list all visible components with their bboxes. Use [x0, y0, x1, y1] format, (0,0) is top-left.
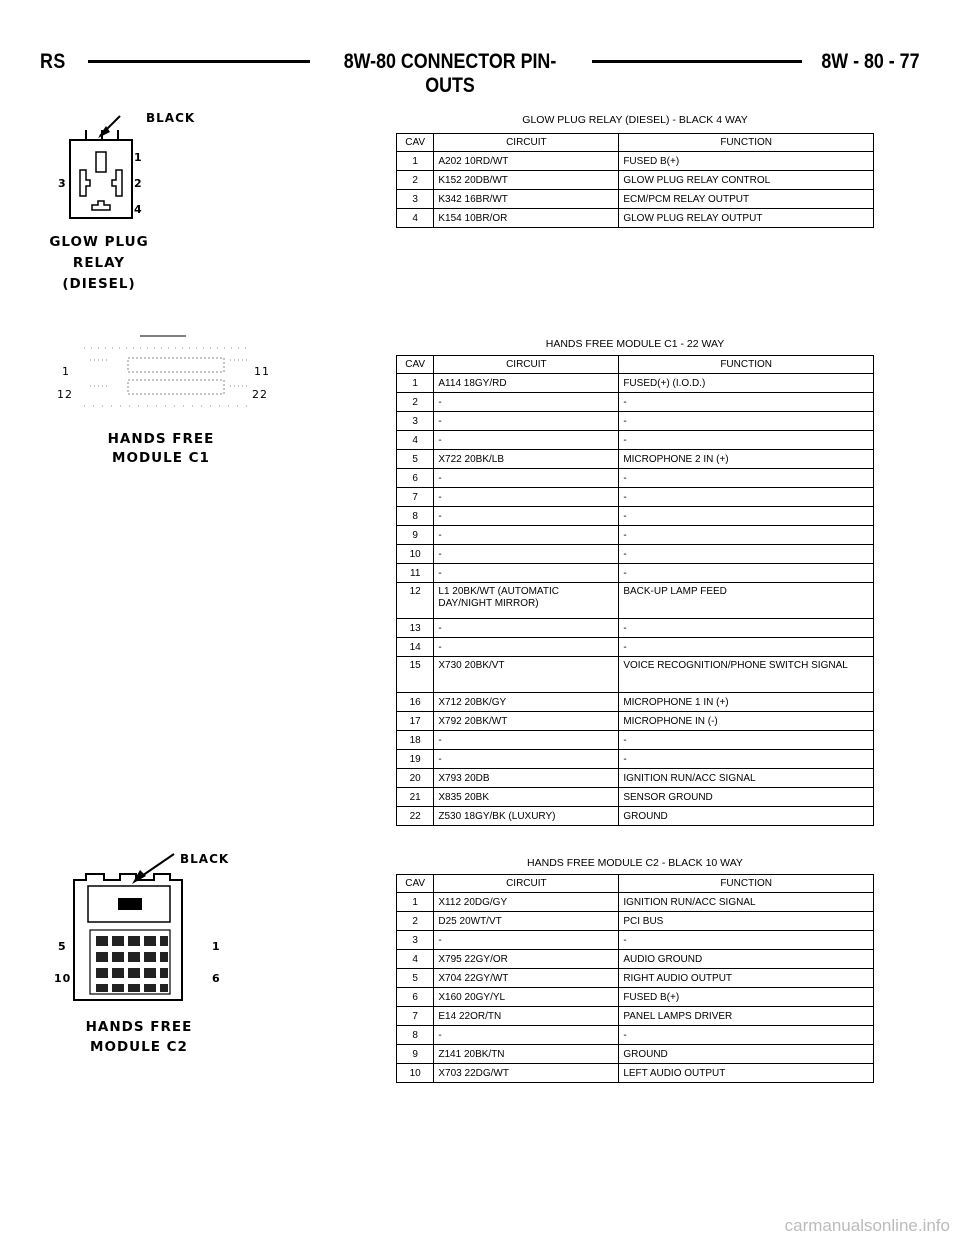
circuit-cell: - — [434, 1026, 619, 1045]
table-row — [397, 750, 874, 769]
circuit-cell: X112 20DG/GY — [434, 893, 619, 912]
column-header-circuit: CIRCUIT — [434, 356, 619, 374]
function-cell: IGNITION RUN/ACC SIGNAL — [619, 769, 874, 788]
function-cell: - — [619, 507, 874, 526]
circuit-cell: L1 20BK/WT (AUTOMATIC DAY/NIGHT MIRROR) — [434, 583, 619, 619]
cav-cell: 20 — [397, 769, 434, 788]
hfm-c1-pin-1: 1 — [62, 365, 70, 378]
cav-cell: 1 — [397, 893, 434, 912]
table-header-row — [397, 134, 874, 152]
hfm-c1-table-title: HANDS FREE MODULE C1 - 22 WAY — [545, 338, 725, 350]
function-cell: - — [619, 1026, 874, 1045]
hfm-c2-connector-name: HANDS FREE MODULE C2 — [85, 1019, 193, 1055]
function-cell: - — [619, 545, 874, 564]
circuit-cell: X795 22GY/OR — [434, 950, 619, 969]
function-cell: FUSED(+) (I.O.D.) — [619, 374, 874, 393]
function-cell: PCI BUS — [619, 912, 874, 931]
circuit-cell: - — [434, 931, 619, 950]
cav-cell: 6 — [397, 469, 434, 488]
table-row — [397, 912, 874, 931]
glow-plug-connector-name: GLOW PLUG RELAY (DIESEL) — [49, 234, 149, 292]
function-cell: - — [619, 750, 874, 769]
function-cell: MICROPHONE 2 IN (+) — [619, 450, 874, 469]
hands-free-module-c1-connector-diagram — [70, 330, 260, 420]
cav-cell: 22 — [397, 807, 434, 826]
circuit-cell: - — [434, 545, 619, 564]
table-row — [397, 507, 874, 526]
function-cell: - — [619, 469, 874, 488]
function-cell: SENSOR GROUND — [619, 788, 874, 807]
cav-cell: 4 — [397, 431, 434, 450]
glow-plug-pin-3: 3 — [58, 177, 67, 190]
table-row — [397, 950, 874, 969]
cav-cell: 16 — [397, 693, 434, 712]
function-cell: FUSED B(+) — [619, 152, 874, 171]
table-row — [397, 374, 874, 393]
table-row — [397, 619, 874, 638]
header-rule-right — [592, 60, 802, 63]
function-cell: MICROPHONE 1 IN (+) — [619, 693, 874, 712]
cav-cell: 8 — [397, 507, 434, 526]
table-row — [397, 564, 874, 583]
function-cell: MICROPHONE IN (-) — [619, 712, 874, 731]
circuit-cell: K152 20DB/WT — [434, 171, 619, 190]
glow-plug-pin-4: 4 — [134, 203, 143, 216]
function-cell: - — [619, 564, 874, 583]
circuit-cell: X722 20BK/LB — [434, 450, 619, 469]
cav-cell: 2 — [397, 912, 434, 931]
cav-cell: 18 — [397, 731, 434, 750]
table-row — [397, 393, 874, 412]
column-header-cav: CAV — [397, 134, 434, 152]
circuit-cell: - — [434, 488, 619, 507]
circuit-cell: - — [434, 750, 619, 769]
table-row — [397, 190, 874, 209]
circuit-cell: - — [434, 564, 619, 583]
cav-cell: 10 — [397, 545, 434, 564]
circuit-cell: - — [434, 431, 619, 450]
cav-cell: 3 — [397, 190, 434, 209]
hfm-c2-table-title: HANDS FREE MODULE C2 - BLACK 10 WAY — [527, 857, 743, 869]
table-row — [397, 931, 874, 950]
page-header — [40, 44, 920, 97]
hfm-c1-pinout-table — [396, 355, 874, 826]
cav-cell: 21 — [397, 788, 434, 807]
cav-cell: 11 — [397, 564, 434, 583]
function-cell: GROUND — [619, 807, 874, 826]
circuit-cell: - — [434, 526, 619, 545]
cav-cell: 8 — [397, 1026, 434, 1045]
hfm-c2-pin-10: 10 — [54, 972, 72, 985]
glow-plug-pinout-table — [396, 133, 874, 228]
function-cell: - — [619, 488, 874, 507]
function-cell: IGNITION RUN/ACC SIGNAL — [619, 893, 874, 912]
table-row — [397, 1064, 874, 1083]
cav-cell: 13 — [397, 619, 434, 638]
glow-plug-table-title: GLOW PLUG RELAY (DIESEL) - BLACK 4 WAY — [522, 114, 748, 126]
cav-cell: 12 — [397, 583, 434, 619]
hfm-c2-pin-1: 1 — [212, 940, 221, 953]
circuit-cell: A202 10RD/WT — [434, 152, 619, 171]
cav-cell: 9 — [397, 526, 434, 545]
column-header-cav: CAV — [397, 356, 434, 374]
cav-cell: 14 — [397, 638, 434, 657]
cav-cell: 3 — [397, 412, 434, 431]
watermark: carmanualsonline.info — [784, 1216, 950, 1235]
circuit-cell: X835 20BK — [434, 788, 619, 807]
function-cell: - — [619, 638, 874, 657]
table-row — [397, 583, 874, 619]
table-row — [397, 731, 874, 750]
function-cell: FUSED B(+) — [619, 988, 874, 1007]
function-cell: - — [619, 619, 874, 638]
function-cell: - — [619, 393, 874, 412]
table-row — [397, 788, 874, 807]
function-cell: GLOW PLUG RELAY CONTROL — [619, 171, 874, 190]
hfm-c2-pin-6: 6 — [212, 972, 221, 985]
cav-cell: 9 — [397, 1045, 434, 1064]
table-row — [397, 469, 874, 488]
table-row — [397, 1045, 874, 1064]
column-header-function: FUNCTION — [619, 875, 874, 893]
cav-cell: 4 — [397, 209, 434, 228]
circuit-cell: X793 20DB — [434, 769, 619, 788]
circuit-cell: X712 20BK/GY — [434, 693, 619, 712]
circuit-cell: K154 10BR/OR — [434, 209, 619, 228]
table-row — [397, 412, 874, 431]
function-cell: VOICE RECOGNITION/PHONE SWITCH SIGNAL — [619, 657, 874, 693]
hfm-c1-pin-12: 12 — [57, 388, 73, 401]
glow-plug-pin-1: 1 — [134, 151, 143, 164]
function-cell: LEFT AUDIO OUTPUT — [619, 1064, 874, 1083]
table-row — [397, 969, 874, 988]
circuit-cell: X730 20BK/VT — [434, 657, 619, 693]
function-cell: GROUND — [619, 1045, 874, 1064]
cav-cell: 2 — [397, 171, 434, 190]
hfm-c2-pin-5: 5 — [58, 940, 67, 953]
cav-cell: 7 — [397, 488, 434, 507]
table-row — [397, 712, 874, 731]
table-row — [397, 431, 874, 450]
table-row — [397, 1026, 874, 1045]
table-row — [397, 807, 874, 826]
function-cell: - — [619, 731, 874, 750]
circuit-cell: - — [434, 469, 619, 488]
table-row — [397, 657, 874, 693]
cav-cell: 5 — [397, 969, 434, 988]
cav-cell: 1 — [397, 152, 434, 171]
table-row — [397, 488, 874, 507]
section-code: RS — [40, 50, 66, 73]
table-row — [397, 638, 874, 657]
function-cell: ECM/PCM RELAY OUTPUT — [619, 190, 874, 209]
cav-cell: 19 — [397, 750, 434, 769]
table-row — [397, 526, 874, 545]
circuit-cell: - — [434, 638, 619, 657]
cav-cell: 4 — [397, 950, 434, 969]
glow-plug-color-label: BLACK — [146, 111, 196, 125]
table-row — [397, 209, 874, 228]
circuit-cell: X160 20GY/YL — [434, 988, 619, 1007]
cav-cell: 3 — [397, 931, 434, 950]
hfm-c2-color-label: BLACK — [180, 852, 230, 866]
cav-cell: 15 — [397, 657, 434, 693]
cav-cell: 7 — [397, 1007, 434, 1026]
circuit-cell: E14 22OR/TN — [434, 1007, 619, 1026]
header-rule-left — [88, 60, 310, 63]
circuit-cell: X792 20BK/WT — [434, 712, 619, 731]
hfm-c2-pinout-table — [396, 874, 874, 1083]
circuit-cell: X703 22DG/WT — [434, 1064, 619, 1083]
glow-plug-relay-connector-diagram — [50, 108, 190, 228]
circuit-cell: - — [434, 507, 619, 526]
circuit-cell: - — [434, 412, 619, 431]
table-row — [397, 171, 874, 190]
column-header-function: FUNCTION — [619, 134, 874, 152]
circuit-cell: D25 20WT/VT — [434, 912, 619, 931]
cav-cell: 6 — [397, 988, 434, 1007]
hfm-c1-pin-22: 22 — [252, 388, 268, 401]
circuit-cell: K342 16BR/WT — [434, 190, 619, 209]
column-header-circuit: CIRCUIT — [434, 134, 619, 152]
table-row — [397, 693, 874, 712]
function-cell: RIGHT AUDIO OUTPUT — [619, 969, 874, 988]
table-row — [397, 988, 874, 1007]
cav-cell: 5 — [397, 450, 434, 469]
circuit-cell: Z530 18GY/BK (LUXURY) — [434, 807, 619, 826]
table-row — [397, 769, 874, 788]
column-header-function: FUNCTION — [619, 356, 874, 374]
page-title: 8W-80 CONNECTOR PIN-OUTS — [343, 50, 557, 97]
hfm-c1-pin-11: 11 — [254, 365, 270, 378]
table-row — [397, 545, 874, 564]
function-cell: - — [619, 431, 874, 450]
cav-cell: 1 — [397, 374, 434, 393]
table-row — [397, 152, 874, 171]
function-cell: PANEL LAMPS DRIVER — [619, 1007, 874, 1026]
function-cell: GLOW PLUG RELAY OUTPUT — [619, 209, 874, 228]
table-row — [397, 893, 874, 912]
hfm-c1-connector-name: HANDS FREE MODULE C1 — [107, 431, 215, 466]
function-cell: - — [619, 931, 874, 950]
circuit-cell: X704 22GY/WT — [434, 969, 619, 988]
circuit-cell: - — [434, 731, 619, 750]
column-header-cav: CAV — [397, 875, 434, 893]
page-number: 8W - 80 - 77 — [821, 50, 920, 73]
function-cell: - — [619, 412, 874, 431]
table-row — [397, 1007, 874, 1026]
circuit-cell: - — [434, 619, 619, 638]
cav-cell: 2 — [397, 393, 434, 412]
table-header-row — [397, 875, 874, 893]
circuit-cell: Z141 20BK/TN — [434, 1045, 619, 1064]
function-cell: AUDIO GROUND — [619, 950, 874, 969]
cav-cell: 17 — [397, 712, 434, 731]
function-cell: BACK-UP LAMP FEED — [619, 583, 874, 619]
glow-plug-pin-2: 2 — [134, 177, 143, 190]
function-cell: - — [619, 526, 874, 545]
circuit-cell: A114 18GY/RD — [434, 374, 619, 393]
table-row — [397, 450, 874, 469]
table-header-row — [397, 356, 874, 374]
hands-free-module-c2-connector-diagram — [66, 850, 216, 1010]
cav-cell: 10 — [397, 1064, 434, 1083]
column-header-circuit: CIRCUIT — [434, 875, 619, 893]
circuit-cell: - — [434, 393, 619, 412]
